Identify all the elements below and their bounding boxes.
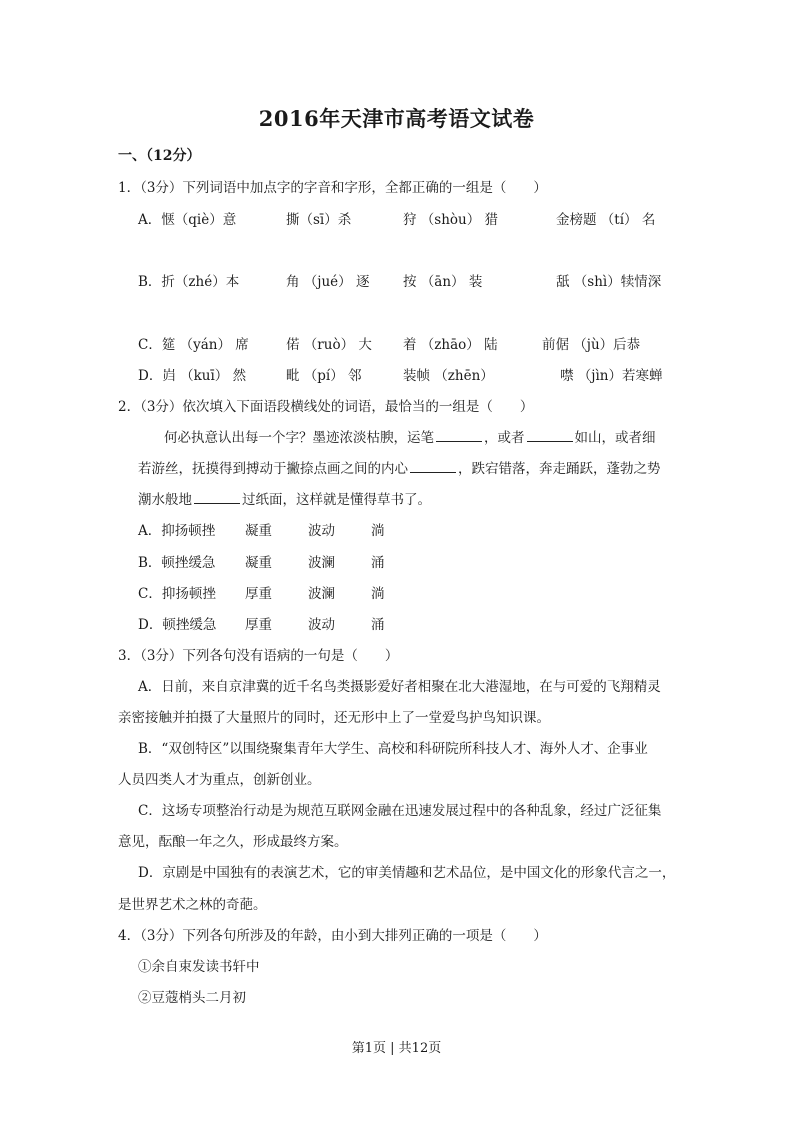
q3-stem: 3．（3分）下列各句没有语病的一句是（ ） bbox=[118, 648, 399, 664]
q1-d-c4: 噤 （jìn）若寒蝉 bbox=[560, 368, 663, 384]
q2-d-c4: 涌 bbox=[371, 617, 385, 633]
q1-a-c4: 金榜题 （tí） 名 bbox=[556, 212, 656, 228]
q2-text: ，跌宕错落，奔走踊跃，蓬勃之势 bbox=[458, 461, 661, 477]
q2-b-c2: 凝重 bbox=[245, 555, 272, 571]
q3-option-b-line2: 人员四类人才为重点，创新创业。 bbox=[118, 772, 321, 788]
q1-a-label: A．惬（qiè）意 bbox=[138, 212, 237, 228]
q2-a-c4: 淌 bbox=[371, 523, 385, 539]
q2-text: 如山，或者细 bbox=[574, 430, 656, 446]
q2-a-c3: 波动 bbox=[308, 523, 335, 539]
q3-option-c-line1: C．这场专项整治行动是为规范互联网金融在迅速发展过程中的各种乱象，经过广泛征集 bbox=[138, 803, 662, 819]
q2-c-c4: 淌 bbox=[371, 586, 385, 602]
q1-a-c3: 狩 （shòu） 猎 bbox=[403, 212, 499, 228]
q1-b-c2: 角 （jué） 逐 bbox=[286, 274, 370, 290]
q4-item-2: ②豆蔻梢头二月初 bbox=[138, 990, 246, 1006]
q2-d-c3: 波动 bbox=[308, 617, 335, 633]
blank-line bbox=[527, 429, 573, 442]
blank-line bbox=[436, 429, 482, 442]
blank-line bbox=[194, 491, 240, 504]
q4-stem: 4．（3分）下列各句所涉及的年龄，由小到大排列正确的一项是（ ） bbox=[118, 928, 547, 944]
q2-text: ，或者 bbox=[484, 430, 525, 446]
q2-c-label: C．抑扬顿挫 bbox=[138, 586, 216, 602]
blank-line bbox=[410, 460, 456, 473]
q2-b-c3: 波澜 bbox=[308, 555, 335, 571]
q2-b-label: B．顿挫缓急 bbox=[138, 555, 216, 571]
q1-stem: 1．（3分）下列词语中加点字的字音和字形，全都正确的一组是（ ） bbox=[118, 180, 547, 196]
q2-c-c3: 波澜 bbox=[308, 586, 335, 602]
q1-c-c4: 前倨 （jù）后恭 bbox=[542, 337, 641, 353]
q2-passage-line1 bbox=[164, 426, 656, 446]
q2-a-label: A．抑扬顿挫 bbox=[138, 523, 216, 539]
q2-text: 何必执意认出每一个字？墨迹浓淡枯腴，运笔 bbox=[164, 430, 434, 446]
q1-a-c2: 撕（sī）杀 bbox=[286, 212, 352, 228]
page-footer: 第1页 | 共12页 bbox=[351, 1041, 442, 1056]
page-title: 2016年天津市高考语文试卷 bbox=[258, 106, 535, 131]
q2-d-c2: 厚重 bbox=[245, 617, 272, 633]
q3-option-c-line2: 意见，酝酿一年之久，形成最终方案。 bbox=[118, 834, 348, 850]
q1-c-label: C．筵 （yán） 席 bbox=[138, 337, 249, 353]
q4-item-1: ①余自束发读书轩中 bbox=[138, 959, 260, 975]
q1-c-c3: 着 （zhāo） 陆 bbox=[403, 337, 498, 353]
q3-option-a-line1: A．日前，来自京津冀的近千名鸟类摄影爱好者相聚在北大港湿地，在与可爱的飞翔精灵 bbox=[138, 679, 661, 695]
q1-b-c4: 舐 （shì）犊情深 bbox=[556, 274, 662, 290]
section-heading: 一、（12分） bbox=[118, 148, 201, 164]
q2-text: 若游丝，抚摸得到搏动于撇捺点画之间的内心 bbox=[138, 461, 408, 477]
q1-d-label: D．岿 （kuī） 然 bbox=[138, 368, 247, 384]
q2-text: 潮水般地 bbox=[138, 492, 192, 508]
q2-c-c2: 厚重 bbox=[245, 586, 272, 602]
q2-passage-line3 bbox=[138, 488, 431, 508]
q1-d-c2: 毗 （pí） 邻 bbox=[286, 368, 362, 384]
q3-option-a-line2: 亲密接触并拍摄了大量照片的同时，还无形中上了一堂爱鸟护鸟知识课。 bbox=[118, 710, 550, 726]
q2-text: 过纸面，这样就是懂得草书了。 bbox=[242, 492, 431, 508]
q1-d-c3: 装帧 （zhēn） bbox=[403, 368, 494, 384]
q3-option-b-line1: B．“双创特区”以围绕聚集青年大学生、高校和科研院所科技人才、海外人才、企事业 bbox=[138, 741, 648, 757]
q3-option-d-line1: D．京剧是中国独有的表演艺术，它的审美情趣和艺术品位，是中国文化的形象代言之一， bbox=[138, 865, 676, 881]
q1-b-c3: 按 （ān） 装 bbox=[403, 274, 483, 290]
q2-stem: 2．（3分）依次填入下面语段横线处的词语，最恰当的一组是（ ） bbox=[118, 399, 534, 415]
q3-option-d-line2: 是世界艺术之林的奇葩。 bbox=[118, 897, 267, 913]
q2-d-label: D．顿挫缓急 bbox=[138, 617, 217, 633]
q2-passage-line2 bbox=[138, 457, 661, 477]
q1-b-label: B．折（zhé）本 bbox=[138, 274, 240, 290]
q1-c-c2: 偌 （ruò） 大 bbox=[286, 337, 372, 353]
q2-a-c2: 凝重 bbox=[245, 523, 272, 539]
q2-b-c4: 涌 bbox=[371, 555, 385, 571]
